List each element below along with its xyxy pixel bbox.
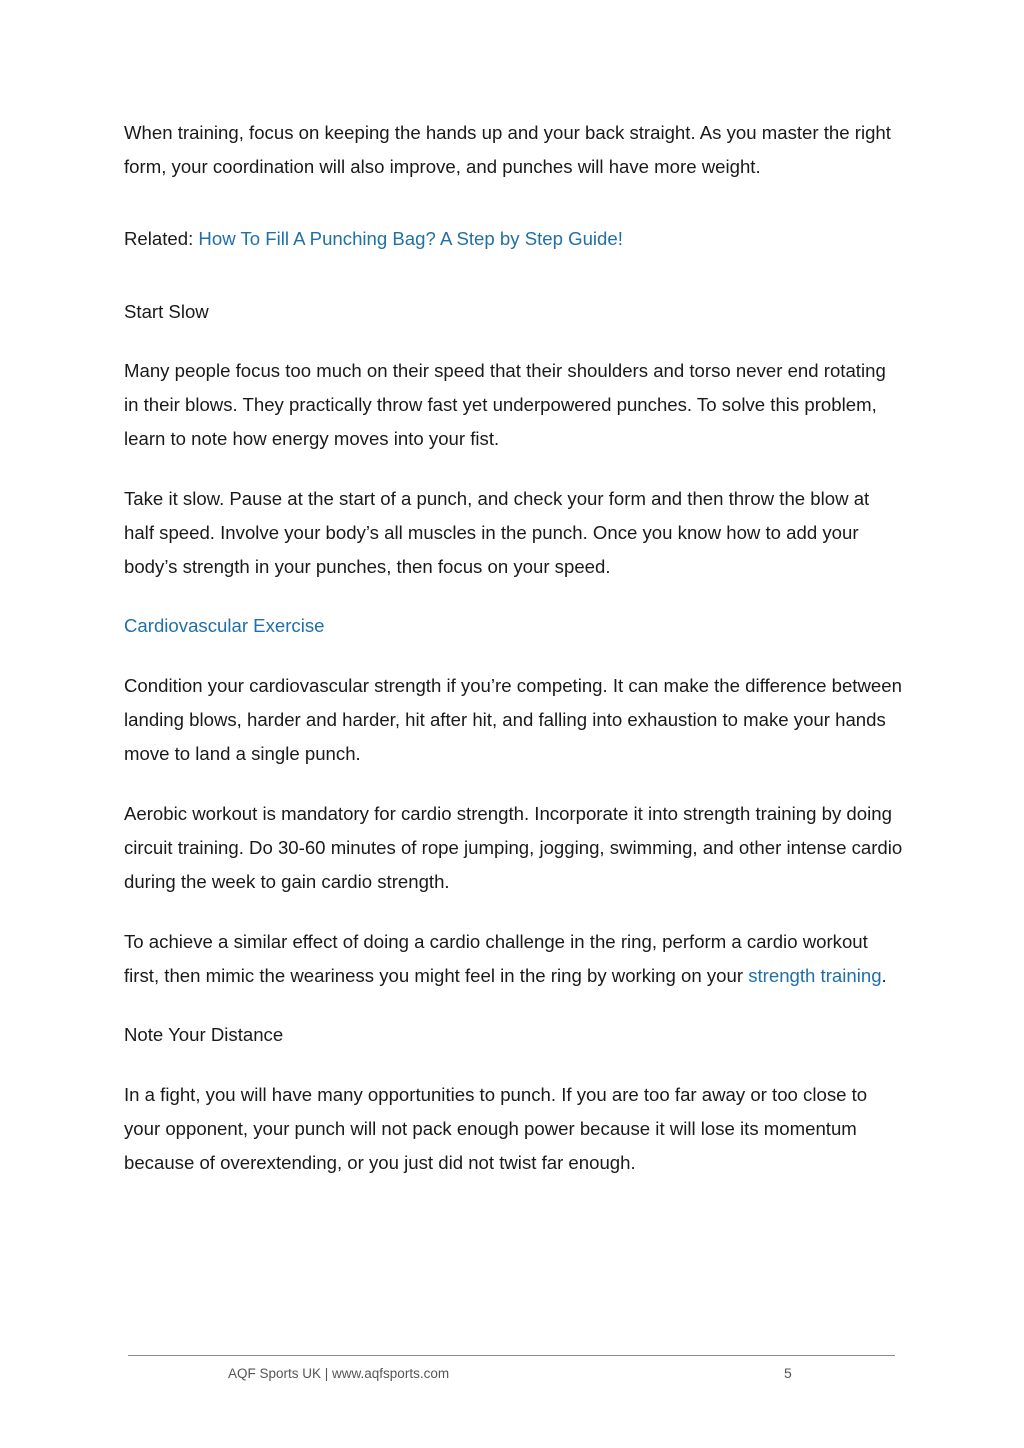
footer-site-info: AQF Sports UK | www.aqfsports.com	[228, 1366, 450, 1381]
paragraph-speed-focus: Many people focus too much on their speed that their shoulders and torso never end rotating in their blows. They practically throw fast yet underpowered punches. To solve this problem, learn to note how energy moves into your fist.	[124, 360, 886, 449]
page-number: 5	[784, 1365, 792, 1381]
paragraph-cardio-challenge	[124, 925, 904, 993]
cardio-challenge-text: To achieve a similar effect of doing a cardio challenge in the ring, perform a cardio workout first, then mimic the weariness you might feel in the ring by working on your	[124, 931, 868, 986]
paragraph-training-form: When training, focus on keeping the hands up and your back straight. As you master the right form, your coordination will also improve, and punches will have more weight.	[124, 122, 891, 177]
cardiovascular-exercise-link[interactable]: Cardiovascular Exercise	[124, 615, 325, 636]
heading-cardiovascular-exercise	[124, 609, 904, 643]
heading-start-slow: Start Slow	[124, 301, 209, 322]
heading-note-your-distance: Note Your Distance	[124, 1024, 284, 1045]
related-link[interactable]: How To Fill A Punching Bag? A Step by Step Guide!	[198, 228, 623, 249]
related-line	[124, 222, 904, 256]
document-body	[124, 116, 904, 1180]
paragraph-aerobic-workout: Aerobic workout is mandatory for cardio strength. Incorporate it into strength training by doing circuit training. Do 30-60 minutes of rope jumping, jogging, swimming, and other intense cardio during the week to gain cardio strength.	[124, 803, 903, 892]
cardio-challenge-suffix: .	[881, 965, 887, 986]
paragraph-take-it-slow: Take it slow. Pause at the start of a punch, and check your form and then throw the blow at half speed. Involve your body’s all muscles in the punch. Once you know how to add your body’s strength in your punches, then focus on your speed.	[124, 488, 870, 577]
paragraph-fight-distance: In a fight, you will have many opportunities to punch. If you are too far away or too close to your opponent, your punch will not pack enough power because it will lose its momentum because of overextending, or you just did not twist far enough.	[124, 1084, 868, 1173]
footer-divider	[128, 1355, 895, 1356]
strength-training-link[interactable]: strength training	[748, 965, 882, 986]
paragraph-condition-cardio: Condition your cardiovascular strength if you’re competing. It can make the difference between landing blows, harder and harder, hit after hit, and falling into exhaustion to make your hands move to land a single punch.	[124, 675, 902, 764]
related-prefix: Related:	[124, 228, 199, 249]
